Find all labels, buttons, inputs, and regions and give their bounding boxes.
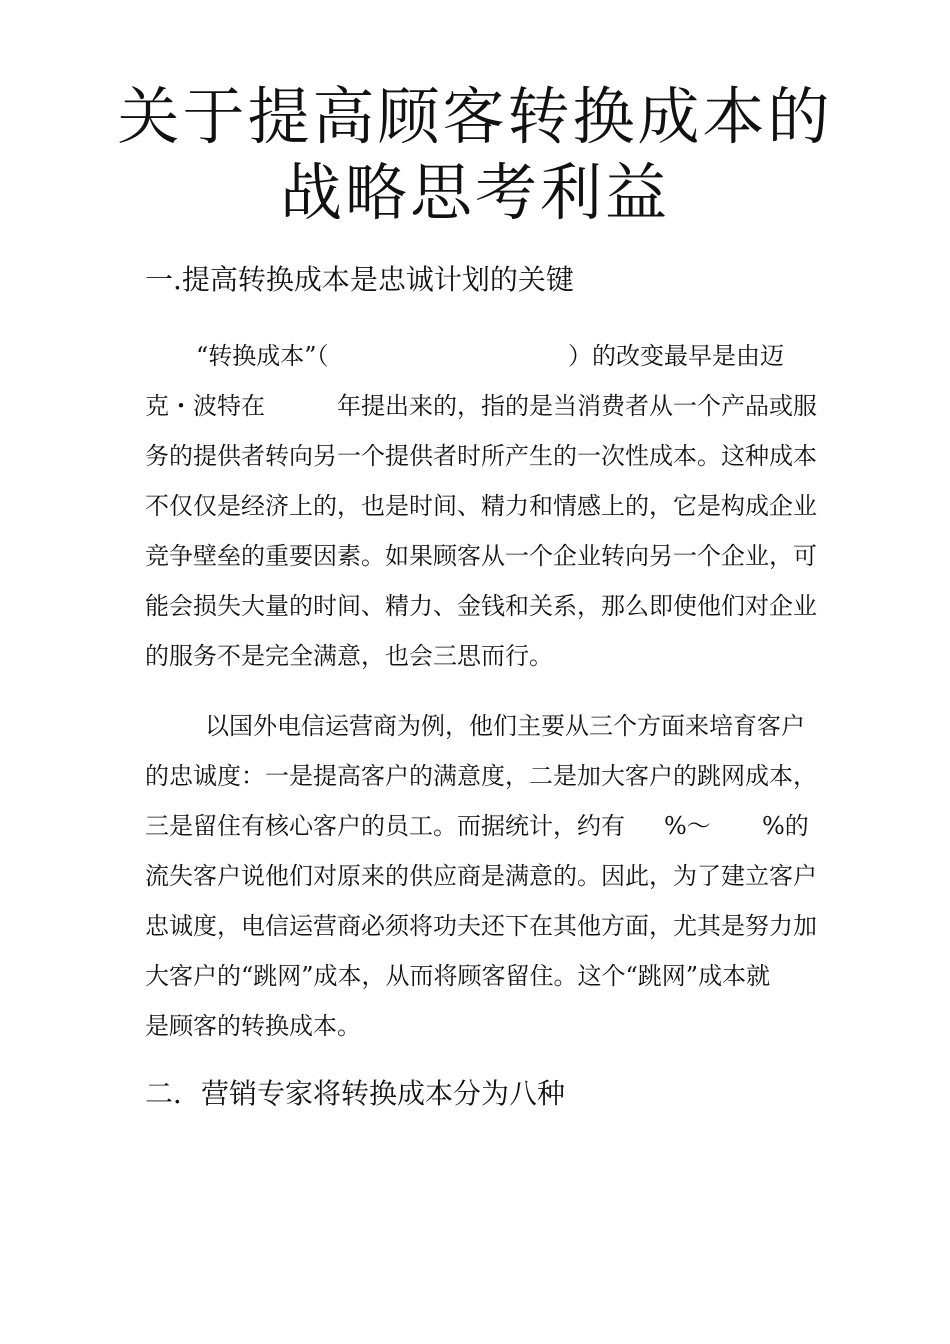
paragraph-line: 是顾客的转换成本。 bbox=[145, 1012, 361, 1040]
paragraph-line: 能会损失大量的时间、精力、金钱和关系，那么即使他们对企业 bbox=[145, 592, 817, 620]
section-1-heading: 一.提高转换成本是忠诚计划的关键 bbox=[145, 263, 574, 296]
paragraph-line: 大客户的“跳网”成本，从而将顾客留住。这个“跳网”成本就 bbox=[145, 962, 771, 990]
paragraph-line: 流失客户说他们对原来的供应商是满意的。因此，为了建立客户 bbox=[145, 862, 817, 890]
paragraph-line: 的服务不是完全满意，也会三思而行。 bbox=[145, 642, 553, 670]
paragraph-line: 的忠诚度：一是提高客户的满意度，二是加大客户的跳网成本， bbox=[145, 762, 817, 790]
paragraph-line: 务的提供者转向另一个提供者时所产生的一次性成本。这种成本 bbox=[145, 442, 817, 470]
paragraph-line: 忠诚度，电信运营商必须将功夫还下在其他方面，尤其是努力加 bbox=[145, 912, 817, 940]
paragraph-line: 三是留住有核心客户的员工。而据统计，约有 bbox=[145, 812, 625, 840]
paragraph-line: %的 bbox=[762, 812, 809, 840]
section-2-heading: 二．营销专家将转换成本分为八种 bbox=[145, 1077, 566, 1110]
paragraph-line: 不仅仅是经济上的，也是时间、精力和情感上的，它是构成企业 bbox=[145, 492, 817, 520]
paragraph-line: 竞争壁垒的重要因素。如果顾客从一个企业转向另一个企业，可 bbox=[145, 542, 817, 570]
paragraph-line: %～ bbox=[664, 812, 711, 840]
paragraph-line: ）的改变最早是由迈 bbox=[568, 342, 784, 370]
document-title-line-1: 关于提高顾客转换成本的 bbox=[117, 80, 833, 153]
paragraph-line: “转换成本”（ bbox=[196, 342, 329, 370]
paragraph-line: 克・波特在 bbox=[145, 392, 265, 420]
document-title-line-2: 战略思考利益 bbox=[279, 156, 670, 229]
paragraph-line: 以国外电信运营商为例，他们主要从三个方面来培育客户 bbox=[205, 712, 805, 740]
paragraph-line: 年提出来的，指的是当消费者从一个产品或服 bbox=[337, 392, 817, 420]
